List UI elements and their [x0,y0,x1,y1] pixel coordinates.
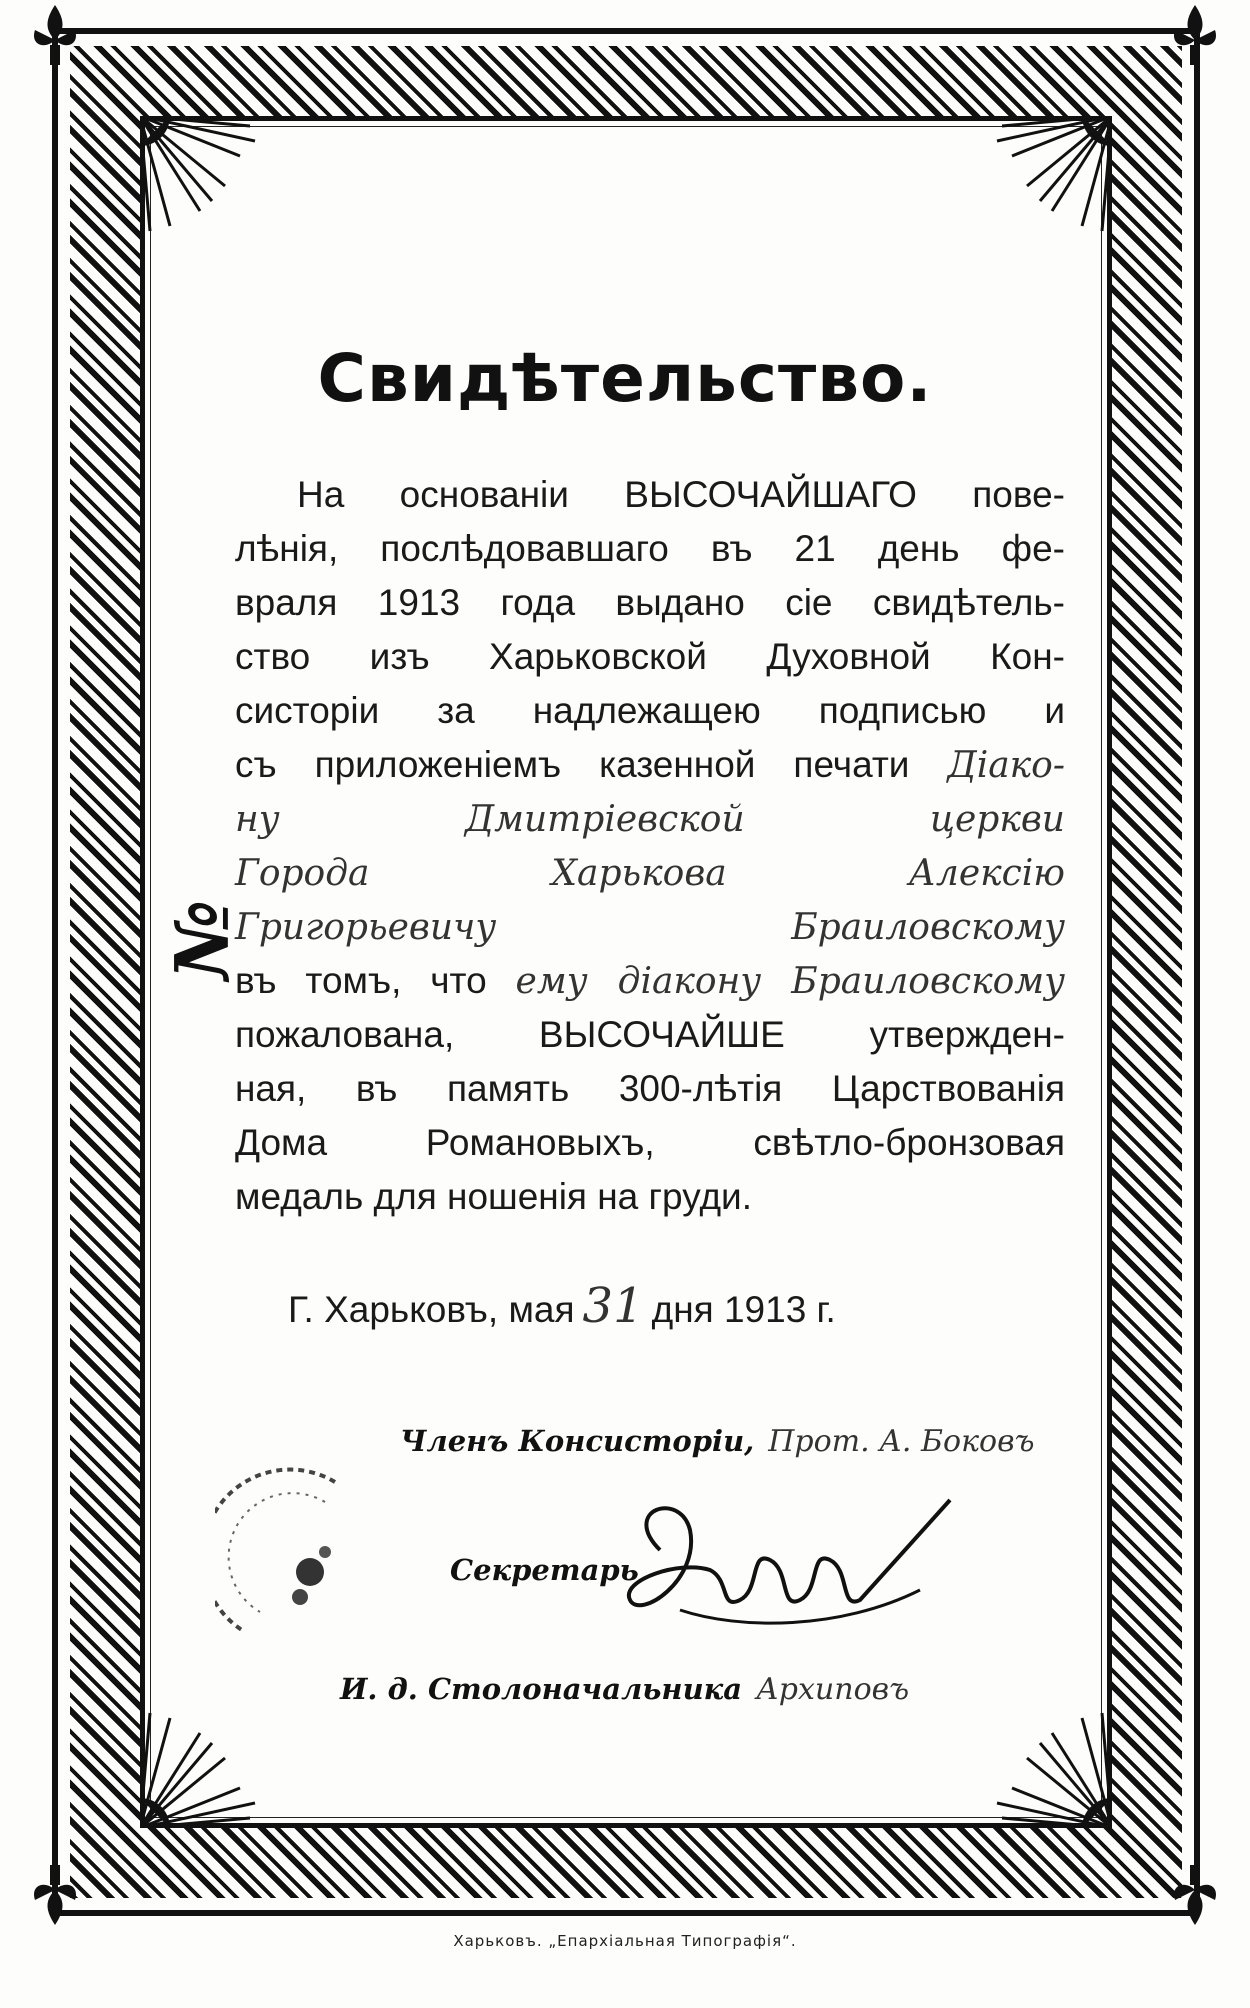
signature-label: И. д. Столоначальника [340,1672,743,1706]
sunburst-ornament-bottom-left [140,1708,260,1828]
body-line-13: Дома Романовыхъ, свѣтло-бронзовая [235,1122,1065,1163]
handwritten-entry: Діако- [947,745,1066,786]
handwritten-entry: ну Дмитріевской церкви [235,799,1065,840]
body-line-5: систоріи за надлежащею подписью и [235,690,1065,731]
secretary-signature-scribble [620,1490,960,1640]
signature-row-consistory-member [400,1424,1140,1459]
body-line-7 [235,792,1065,846]
place-date [288,1278,1088,1334]
fleur-de-lis-icon-bottom-right [1160,1860,1230,1930]
numero-mark: № [160,899,246,980]
body-line-6: съ приложеніемъ казенной печати Діако- [235,744,1066,786]
signature-row-head-clerk [340,1672,1080,1707]
body-line-2: лѣнія, послѣдовавшаго въ 21 день фе- [235,528,1065,569]
consistory-seal-stamp [215,1462,375,1652]
body-line-14: медаль для ношенія на груди. [235,1176,753,1217]
fleur-de-lis-icon-top-right [1160,0,1230,70]
handwritten-signature: Прот. А. Боковъ [768,1424,1035,1459]
sunburst-ornament-bottom-right [992,1708,1112,1828]
place-date-suffix: дня 1913 г. [651,1289,836,1330]
handwritten-signature: Архиповъ [756,1672,910,1707]
body-line-3: враля 1913 года выдано сіе свидѣтель- [235,582,1065,623]
body-line-1: На основаніи ВЫСОЧАЙШАГО пове- [297,474,1065,515]
place-date-prefix: Г. Харьковъ, мая [288,1289,575,1330]
body-line-11: пожалована, ВЫСОЧАЙШЕ утвержден- [235,1014,1065,1055]
body-line-4: ство изъ Харьковской Духовной Кон- [235,636,1065,677]
certificate-body [235,468,1065,1224]
body-line-8 [235,846,1065,900]
signature-label: Членъ Консисторіи, [400,1424,755,1458]
printer-imprint: Харьковъ. „Епархіальная Типографія“. [453,1932,797,1950]
sunburst-ornament-top-right [992,116,1112,236]
handwritten-entry: Григорьевичу Браиловскому [235,907,1065,948]
handwritten-entry: Города Харькова Алексію [235,853,1065,894]
handwritten-entry: ему діакону Браиловскому [515,961,1065,1002]
certificate-title: Свидѣтельство. [317,340,933,417]
signature-label: Секретарь [450,1553,639,1587]
body-line-9 [235,900,1065,954]
fleur-de-lis-icon-bottom-left [20,1860,90,1930]
body-line-10: въ томъ, что ему діакону Браиловскому [235,960,1065,1002]
body-line-12: ная, въ память 300-лѣтія Царствованія [235,1068,1065,1109]
sunburst-ornament-top-left [140,116,260,236]
handwritten-day: 31 [582,1278,644,1334]
fleur-de-lis-icon-top-left [20,0,90,70]
